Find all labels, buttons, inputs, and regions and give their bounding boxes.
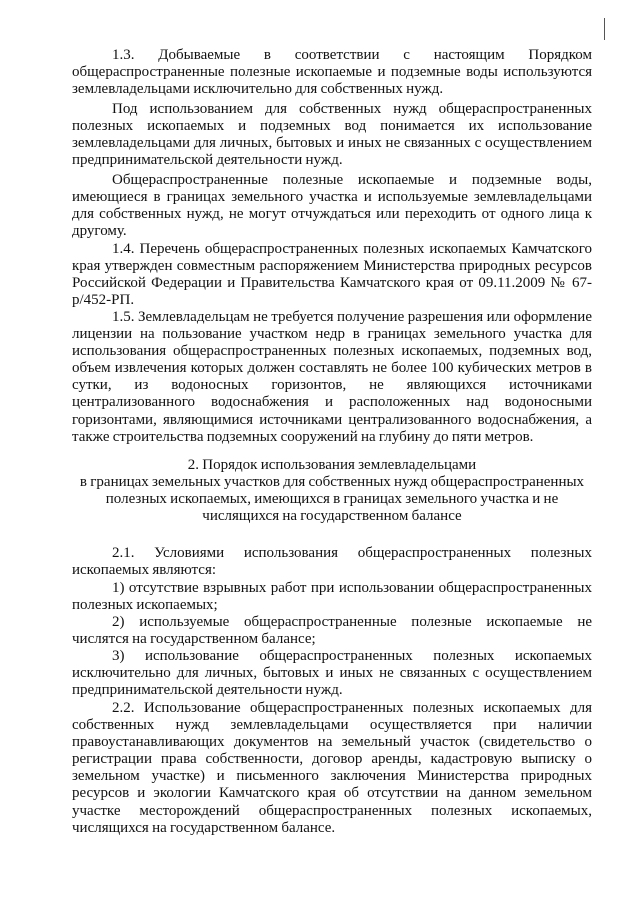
paragraph-2-1: 2.1. Условиями использования общераспространенных полезных ископаемых являются: bbox=[72, 545, 592, 579]
paragraph-condition-3: 3) использование общераспространенных полезных ископаемых исключительно для личных, бытовых и иных не связанных с осуществлением предпринимательской деятельности нужд. bbox=[72, 648, 592, 699]
section-2-heading-rest: в границах земельных участков для собственных нужд общераспространенных полезных ископаемых, имеющихся в границах земельного участка и не числящихся на государственном балансе bbox=[79, 474, 585, 525]
paragraph-own-needs-definition: Под использованием для собственных нужд общераспространенных полезных ископаемых и подземных вод понимается их использование землевладельцами для личных, бытовых и иных не связанных с осуществлением предпринимательской деятельности нужд. bbox=[72, 101, 592, 169]
paragraph-condition-1: 1) отсутствие взрывных работ при использовании общераспространенных полезных ископаемых; bbox=[72, 580, 592, 614]
section-2-heading-line-1: 2. Порядок использования землевладельцами bbox=[187, 457, 477, 473]
paragraph-2-2: 2.2. Использование общераспространенных полезных ископаемых для собственных нужд землевладельцами осуществляется при наличии правоустанавливающих документов на земельный участок (свидетельство о регистрации права собственности, договор аренды, кадастровую выписку о земельном участке) и письменного заключения Министерства природных ресурсов и экологии Камчатского края об отсутствии на данном земельном участке месторождений общераспространенных полезных ископаемых, числящихся на государственном балансе. bbox=[72, 700, 592, 836]
scan-edge-mark bbox=[604, 18, 605, 40]
paragraph-1-3: 1.3. Добываемые в соответствии с настоящим Порядком общераспространенные полезные ископаемые и подземные воды используются землевладельцами исключительно для собственных нужд. bbox=[72, 47, 592, 98]
paragraph-1-4: 1.4. Перечень общераспространенных полезных ископаемых Камчатского края утвержден совместным распоряжением Министерства природных ресурсов Российской Федерации и Правительства Камчатского края от 09.11.2009 № 67-р/452-РП. bbox=[72, 241, 592, 309]
paragraph-no-alienation: Общераспространенные полезные ископаемые и подземные воды, имеющиеся в границах земельного участка и используемые землевладельцами для собственных нужд, не могут отчуждаться или переходить от одного лица к другому. bbox=[72, 172, 592, 240]
paragraph-1-5: 1.5. Землевладельцам не требуется получение разрешения или оформление лицензии на пользование участком недр в границах земельного участка для использования общераспространенных полезных ископаемых, подземных вод, объем извлечения которых должен составлять не более 100 кубических метров в сутки, из водоносных горизонтов, не являющихся источниками централизованного водоснабжения и расположенных над водоносными горизонтами, являющимися источниками централизованного водоснабжения, а также строительства подземных сооружений на глубину до пяти метров. bbox=[72, 309, 592, 445]
paragraph-condition-2: 2) используемые общераспространенные полезные ископаемые не числятся на государственном балансе; bbox=[72, 614, 592, 648]
section-2-heading bbox=[72, 457, 592, 525]
